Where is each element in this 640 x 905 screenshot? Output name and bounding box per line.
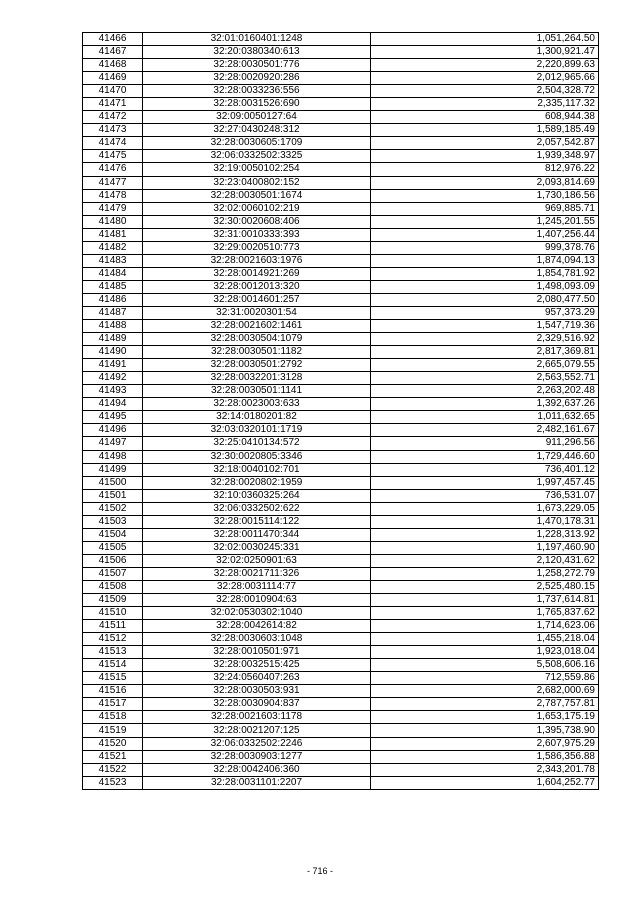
row-number-cell: 41511 bbox=[83, 620, 143, 633]
table-row bbox=[83, 280, 599, 293]
row-number-cell: 41521 bbox=[83, 750, 143, 763]
table-row bbox=[83, 620, 599, 633]
row-number-cell: 41502 bbox=[83, 502, 143, 515]
table-row bbox=[83, 372, 599, 385]
value-cell: 957,373.29 bbox=[371, 306, 599, 319]
cadastral-number-cell: 32:28:0010904:63 bbox=[143, 594, 371, 607]
row-number-cell: 41523 bbox=[83, 776, 143, 789]
value-cell: 812,976.22 bbox=[371, 163, 599, 176]
row-number-cell: 41474 bbox=[83, 137, 143, 150]
row-number-cell: 41496 bbox=[83, 424, 143, 437]
value-cell: 2,263,202.48 bbox=[371, 385, 599, 398]
row-number-cell: 41477 bbox=[83, 176, 143, 189]
value-cell: 1,586,356.88 bbox=[371, 750, 599, 763]
cadastral-number-cell: 32:28:0030605:1709 bbox=[143, 137, 371, 150]
cadastral-number-cell: 32:10:0360325:264 bbox=[143, 489, 371, 502]
row-number-cell: 41478 bbox=[83, 189, 143, 202]
table-row bbox=[83, 711, 599, 724]
table-row bbox=[83, 254, 599, 267]
value-cell: 1,714,623.06 bbox=[371, 620, 599, 633]
table-row bbox=[83, 646, 599, 659]
cadastral-number-cell: 32:28:0031114:77 bbox=[143, 580, 371, 593]
row-number-cell: 41499 bbox=[83, 463, 143, 476]
value-cell: 1,874,094.13 bbox=[371, 254, 599, 267]
cadastral-number-cell: 32:06:0332502:3325 bbox=[143, 150, 371, 163]
table-row bbox=[83, 33, 599, 46]
row-number-cell: 41492 bbox=[83, 372, 143, 385]
value-cell: 2,682,000.69 bbox=[371, 685, 599, 698]
table-row bbox=[83, 333, 599, 346]
row-number-cell: 41490 bbox=[83, 346, 143, 359]
table-row bbox=[83, 241, 599, 254]
cadastral-number-cell: 32:28:0030501:1141 bbox=[143, 385, 371, 398]
value-cell: 1,051,264.50 bbox=[371, 33, 599, 46]
cadastral-number-cell: 32:28:0030504:1079 bbox=[143, 333, 371, 346]
row-number-cell: 41468 bbox=[83, 59, 143, 72]
page-number: - 716 - bbox=[306, 866, 333, 876]
value-cell: 1,470,178.31 bbox=[371, 515, 599, 528]
table-row bbox=[83, 150, 599, 163]
value-cell: 1,653,175.19 bbox=[371, 711, 599, 724]
value-cell: 2,120,431.62 bbox=[371, 554, 599, 567]
table-row bbox=[83, 763, 599, 776]
cadastral-number-cell: 32:02:0030245:331 bbox=[143, 541, 371, 554]
cadastral-number-cell: 32:28:0011470:344 bbox=[143, 528, 371, 541]
row-number-cell: 41491 bbox=[83, 359, 143, 372]
table-row bbox=[83, 72, 599, 85]
cadastral-number-cell: 32:18:0040102:701 bbox=[143, 463, 371, 476]
table-row bbox=[83, 476, 599, 489]
value-cell: 1,197,460.90 bbox=[371, 541, 599, 554]
cadastral-number-cell: 32:28:0015114:122 bbox=[143, 515, 371, 528]
row-number-cell: 41481 bbox=[83, 228, 143, 241]
cadastral-number-cell: 32:28:0021603:1976 bbox=[143, 254, 371, 267]
cadastral-number-cell: 32:28:0021603:1178 bbox=[143, 711, 371, 724]
cadastral-number-cell: 32:28:0020802:1959 bbox=[143, 476, 371, 489]
value-cell: 2,057,542.87 bbox=[371, 137, 599, 150]
table-row bbox=[83, 385, 599, 398]
table-row bbox=[83, 215, 599, 228]
row-number-cell: 41503 bbox=[83, 515, 143, 528]
table-row bbox=[83, 659, 599, 672]
row-number-cell: 41519 bbox=[83, 724, 143, 737]
cadastral-number-cell: 32:30:0020608:406 bbox=[143, 215, 371, 228]
cadastral-number-cell: 32:28:0021602:1461 bbox=[143, 320, 371, 333]
table-row bbox=[83, 437, 599, 450]
row-number-cell: 41476 bbox=[83, 163, 143, 176]
cadastral-number-cell: 32:19:0050102:254 bbox=[143, 163, 371, 176]
value-cell: 1,997,457.45 bbox=[371, 476, 599, 489]
cadastral-number-cell: 32:28:0042406:360 bbox=[143, 763, 371, 776]
cadastral-number-cell: 32:28:0030501:1182 bbox=[143, 346, 371, 359]
table-row bbox=[83, 633, 599, 646]
row-number-cell: 41482 bbox=[83, 241, 143, 254]
value-cell: 2,343,201.78 bbox=[371, 763, 599, 776]
value-cell: 1,939,348.97 bbox=[371, 150, 599, 163]
value-cell: 2,817,369.81 bbox=[371, 346, 599, 359]
row-number-cell: 41488 bbox=[83, 320, 143, 333]
value-cell: 2,335,117.32 bbox=[371, 98, 599, 111]
cadastral-number-cell: 32:28:0031101:2207 bbox=[143, 776, 371, 789]
value-cell: 2,093,814.69 bbox=[371, 176, 599, 189]
row-number-cell: 41500 bbox=[83, 476, 143, 489]
cadastral-number-cell: 32:28:0021207:125 bbox=[143, 724, 371, 737]
table-row bbox=[83, 685, 599, 698]
value-cell: 1,729,446.60 bbox=[371, 450, 599, 463]
table-row bbox=[83, 85, 599, 98]
table-row bbox=[83, 320, 599, 333]
row-number-cell: 41494 bbox=[83, 398, 143, 411]
cadastral-number-cell: 32:28:0030603:1048 bbox=[143, 633, 371, 646]
value-cell: 608,944.38 bbox=[371, 111, 599, 124]
cadastral-number-cell: 32:28:0014921:269 bbox=[143, 267, 371, 280]
cadastral-number-cell: 32:28:0032201:3128 bbox=[143, 372, 371, 385]
row-number-cell: 41512 bbox=[83, 633, 143, 646]
table-row bbox=[83, 554, 599, 567]
value-cell: 1,228,313.92 bbox=[371, 528, 599, 541]
row-number-cell: 41520 bbox=[83, 737, 143, 750]
value-cell: 2,525,480.15 bbox=[371, 580, 599, 593]
row-number-cell: 41475 bbox=[83, 150, 143, 163]
table-row bbox=[83, 594, 599, 607]
table-row bbox=[83, 398, 599, 411]
table-row bbox=[83, 776, 599, 789]
row-number-cell: 41485 bbox=[83, 280, 143, 293]
row-number-cell: 41487 bbox=[83, 306, 143, 319]
cadastral-number-cell: 32:02:0250901:63 bbox=[143, 554, 371, 567]
value-cell: 911,296.56 bbox=[371, 437, 599, 450]
row-number-cell: 41506 bbox=[83, 554, 143, 567]
row-number-cell: 41480 bbox=[83, 215, 143, 228]
value-cell: 2,220,899.63 bbox=[371, 59, 599, 72]
value-cell: 2,787,757.81 bbox=[371, 698, 599, 711]
value-cell: 2,504,328.72 bbox=[371, 85, 599, 98]
cadastral-number-cell: 32:03:0320101:1719 bbox=[143, 424, 371, 437]
table-row bbox=[83, 607, 599, 620]
cadastral-number-cell: 32:14:0180201:82 bbox=[143, 411, 371, 424]
table-row bbox=[83, 672, 599, 685]
value-cell: 1,395,738.90 bbox=[371, 724, 599, 737]
table-row bbox=[83, 111, 599, 124]
cadastral-number-cell: 32:28:0031526:690 bbox=[143, 98, 371, 111]
value-cell: 999,378.76 bbox=[371, 241, 599, 254]
value-cell: 2,665,079.55 bbox=[371, 359, 599, 372]
row-number-cell: 41473 bbox=[83, 124, 143, 137]
value-cell: 2,607,975.29 bbox=[371, 737, 599, 750]
value-cell: 1,547,719.36 bbox=[371, 320, 599, 333]
row-number-cell: 41501 bbox=[83, 489, 143, 502]
table-row bbox=[83, 46, 599, 59]
cadastral-number-cell: 32:09:0050127:64 bbox=[143, 111, 371, 124]
value-cell: 1,455,218.04 bbox=[371, 633, 599, 646]
table-row bbox=[83, 346, 599, 359]
row-number-cell: 41507 bbox=[83, 567, 143, 580]
value-cell: 1,589,185.49 bbox=[371, 124, 599, 137]
row-number-cell: 41467 bbox=[83, 46, 143, 59]
row-number-cell: 41479 bbox=[83, 202, 143, 215]
table-row bbox=[83, 359, 599, 372]
row-number-cell: 41510 bbox=[83, 607, 143, 620]
cadastral-number-cell: 32:28:0023003:633 bbox=[143, 398, 371, 411]
value-cell: 2,329,516.92 bbox=[371, 333, 599, 346]
cadastral-number-cell: 32:31:0020301:54 bbox=[143, 306, 371, 319]
value-cell: 1,923,018.04 bbox=[371, 646, 599, 659]
table-row bbox=[83, 176, 599, 189]
row-number-cell: 41498 bbox=[83, 450, 143, 463]
row-number-cell: 41483 bbox=[83, 254, 143, 267]
cadastral-number-cell: 32:20:0380340:613 bbox=[143, 46, 371, 59]
table-row bbox=[83, 293, 599, 306]
table-row bbox=[83, 450, 599, 463]
row-number-cell: 41517 bbox=[83, 698, 143, 711]
cadastral-number-cell: 32:28:0020920:286 bbox=[143, 72, 371, 85]
cadastral-number-cell: 32:31:0010333:393 bbox=[143, 228, 371, 241]
table-row bbox=[83, 59, 599, 72]
value-cell: 1,300,921.47 bbox=[371, 46, 599, 59]
row-number-cell: 41515 bbox=[83, 672, 143, 685]
cadastral-number-cell: 32:30:0020805:3346 bbox=[143, 450, 371, 463]
row-number-cell: 41493 bbox=[83, 385, 143, 398]
value-cell: 5,508,606.16 bbox=[371, 659, 599, 672]
value-cell: 969,885.71 bbox=[371, 202, 599, 215]
row-number-cell: 41470 bbox=[83, 85, 143, 98]
cadastral-number-cell: 32:02:0060102:219 bbox=[143, 202, 371, 215]
row-number-cell: 41508 bbox=[83, 580, 143, 593]
table-row bbox=[83, 306, 599, 319]
value-cell: 1,730,186.56 bbox=[371, 189, 599, 202]
value-cell: 2,080,477.50 bbox=[371, 293, 599, 306]
row-number-cell: 41472 bbox=[83, 111, 143, 124]
value-cell: 1,737,614.81 bbox=[371, 594, 599, 607]
table-row bbox=[83, 580, 599, 593]
value-cell: 1,498,093.09 bbox=[371, 280, 599, 293]
cadastral-number-cell: 32:28:0033236:556 bbox=[143, 85, 371, 98]
value-cell: 1,011,632.65 bbox=[371, 411, 599, 424]
value-cell: 736,531.07 bbox=[371, 489, 599, 502]
value-cell: 1,407,256.44 bbox=[371, 228, 599, 241]
cadastral-number-cell: 32:28:0030501:1674 bbox=[143, 189, 371, 202]
table-row bbox=[83, 502, 599, 515]
cadastral-number-cell: 32:06:0332502:2246 bbox=[143, 737, 371, 750]
table-row bbox=[83, 541, 599, 554]
table-row bbox=[83, 267, 599, 280]
row-number-cell: 41484 bbox=[83, 267, 143, 280]
value-cell: 1,258,272.79 bbox=[371, 567, 599, 580]
table-row bbox=[83, 124, 599, 137]
row-number-cell: 41471 bbox=[83, 98, 143, 111]
table-row bbox=[83, 750, 599, 763]
table-body bbox=[83, 33, 599, 790]
row-number-cell: 41504 bbox=[83, 528, 143, 541]
table-row bbox=[83, 137, 599, 150]
row-number-cell: 41522 bbox=[83, 763, 143, 776]
table-row bbox=[83, 698, 599, 711]
cadastral-number-cell: 32:28:0030904:837 bbox=[143, 698, 371, 711]
cadastral-number-cell: 32:28:0030903:1277 bbox=[143, 750, 371, 763]
value-cell: 1,392,637.26 bbox=[371, 398, 599, 411]
row-number-cell: 41514 bbox=[83, 659, 143, 672]
value-cell: 2,563,552.71 bbox=[371, 372, 599, 385]
table-row bbox=[83, 411, 599, 424]
row-number-cell: 41509 bbox=[83, 594, 143, 607]
row-number-cell: 41513 bbox=[83, 646, 143, 659]
cadastral-number-cell: 32:28:0042614:82 bbox=[143, 620, 371, 633]
cadastral-number-cell: 32:28:0021711:326 bbox=[143, 567, 371, 580]
value-cell: 712,559.86 bbox=[371, 672, 599, 685]
table-row bbox=[83, 424, 599, 437]
cadastral-number-cell: 32:28:0012013:320 bbox=[143, 280, 371, 293]
value-cell: 736,401.12 bbox=[371, 463, 599, 476]
cadastral-number-cell: 32:06:0332502:622 bbox=[143, 502, 371, 515]
row-number-cell: 41516 bbox=[83, 685, 143, 698]
cadastral-number-cell: 32:28:0030501:776 bbox=[143, 59, 371, 72]
table-row bbox=[83, 98, 599, 111]
table-row bbox=[83, 724, 599, 737]
row-number-cell: 41505 bbox=[83, 541, 143, 554]
cadastral-number-cell: 32:28:0014601:257 bbox=[143, 293, 371, 306]
table-row bbox=[83, 515, 599, 528]
value-cell: 1,854,781.92 bbox=[371, 267, 599, 280]
table-row bbox=[83, 163, 599, 176]
row-number-cell: 41469 bbox=[83, 72, 143, 85]
row-number-cell: 41518 bbox=[83, 711, 143, 724]
value-cell: 1,673,229.05 bbox=[371, 502, 599, 515]
cadastral-number-cell: 32:28:0010501:971 bbox=[143, 646, 371, 659]
table-row bbox=[83, 737, 599, 750]
cadastral-number-cell: 32:23:0400802:152 bbox=[143, 176, 371, 189]
row-number-cell: 41489 bbox=[83, 333, 143, 346]
value-cell: 1,604,252.77 bbox=[371, 776, 599, 789]
cadastral-number-cell: 32:24:0560407:263 bbox=[143, 672, 371, 685]
row-number-cell: 41486 bbox=[83, 293, 143, 306]
cadastral-value-table bbox=[82, 32, 599, 790]
table-row bbox=[83, 463, 599, 476]
table-row bbox=[83, 189, 599, 202]
cadastral-number-cell: 32:28:0032515:425 bbox=[143, 659, 371, 672]
cadastral-number-cell: 32:28:0030501:2792 bbox=[143, 359, 371, 372]
value-cell: 2,482,161.67 bbox=[371, 424, 599, 437]
cadastral-number-cell: 32:27:0430248:312 bbox=[143, 124, 371, 137]
table-row bbox=[83, 528, 599, 541]
cadastral-number-cell: 32:29:0020510:773 bbox=[143, 241, 371, 254]
row-number-cell: 41497 bbox=[83, 437, 143, 450]
value-cell: 1,245,201.55 bbox=[371, 215, 599, 228]
value-cell: 2,012,965.66 bbox=[371, 72, 599, 85]
table-row bbox=[83, 567, 599, 580]
value-cell: 1,765,837.62 bbox=[371, 607, 599, 620]
cadastral-number-cell: 32:28:0030503:931 bbox=[143, 685, 371, 698]
cadastral-number-cell: 32:25:0410134:572 bbox=[143, 437, 371, 450]
cadastral-number-cell: 32:01:0160401:1248 bbox=[143, 33, 371, 46]
table-row bbox=[83, 489, 599, 502]
cadastral-number-cell: 32:02:0530302:1040 bbox=[143, 607, 371, 620]
row-number-cell: 41466 bbox=[83, 33, 143, 46]
table-row bbox=[83, 228, 599, 241]
row-number-cell: 41495 bbox=[83, 411, 143, 424]
table-row bbox=[83, 202, 599, 215]
